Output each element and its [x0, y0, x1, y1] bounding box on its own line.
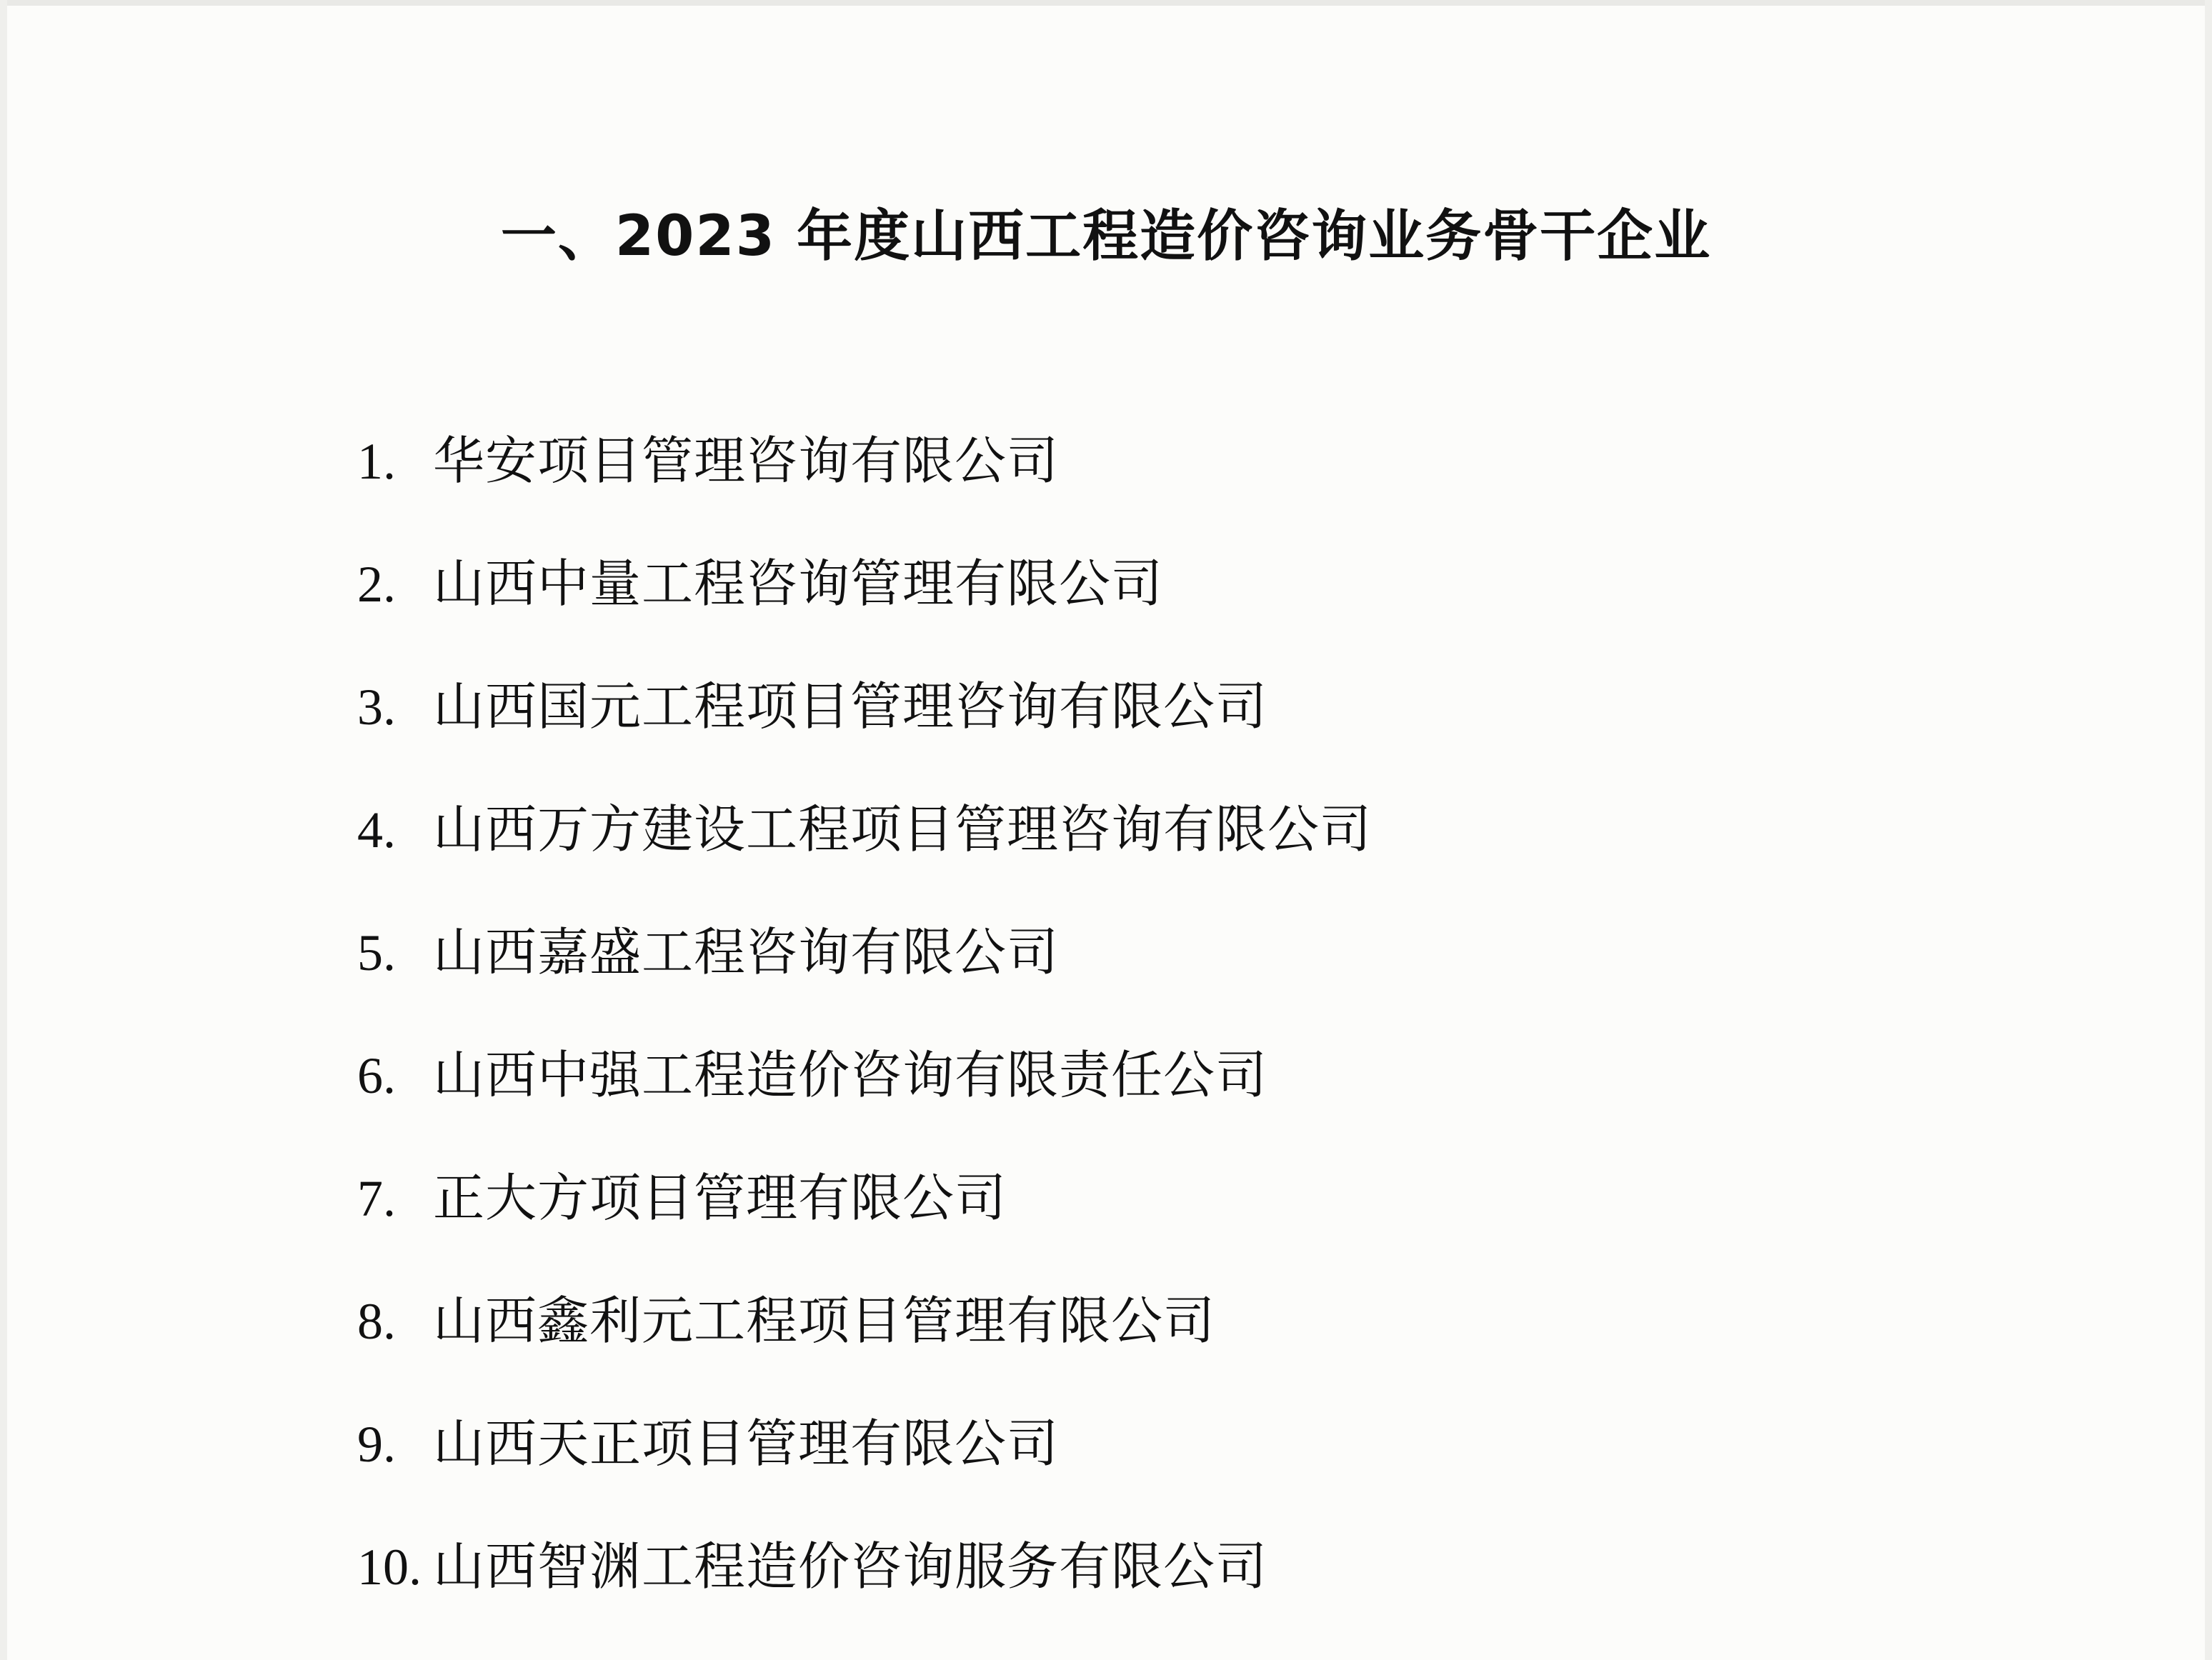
list-item-number: 10.: [357, 1539, 422, 1596]
list-item: [357, 1014, 2072, 1137]
list-item-number: 8.: [357, 1293, 396, 1350]
list-item-number: 9.: [357, 1416, 396, 1473]
list-item: [357, 891, 2072, 1014]
list-item-label: 山西中强工程造价咨询有限责任公司: [433, 1047, 1268, 1104]
list-item-number: 4.: [357, 801, 396, 859]
list-item: [357, 1260, 2072, 1383]
list-item: [357, 646, 2072, 769]
list-item-number: 6.: [357, 1047, 396, 1104]
list-item-label: 山西嘉盛工程咨询有限公司: [433, 924, 1060, 981]
page-edge-top: [0, 0, 2212, 6]
list-item-label: 山西智渊工程造价咨询服务有限公司: [433, 1539, 1268, 1596]
list-item: [357, 1137, 2072, 1260]
list-item-number: 3.: [357, 679, 396, 736]
list-item: [357, 523, 2072, 646]
list-item-label: 山西鑫利元工程项目管理有限公司: [433, 1293, 1216, 1350]
list-item: [357, 1506, 2072, 1629]
list-item: [357, 400, 2072, 523]
company-list: [357, 400, 2072, 1629]
list-item-number: 1.: [357, 433, 396, 490]
list-item: [357, 769, 2072, 891]
list-item-label: 山西万方建设工程项目管理咨询有限公司: [433, 801, 1372, 859]
list-item-label: 山西国元工程项目管理咨询有限公司: [433, 679, 1268, 736]
list-item: [357, 1383, 2072, 1506]
list-item-label: 山西中量工程咨询管理有限公司: [433, 556, 1164, 613]
list-item-number: 7.: [357, 1170, 396, 1227]
list-item-number: 5.: [357, 924, 396, 981]
list-item-number: 2.: [357, 556, 396, 613]
list-item-label: 正大方项目管理有限公司: [433, 1170, 1007, 1227]
list-item-label: 华安项目管理咨询有限公司: [433, 433, 1060, 490]
list-item-label: 山西天正项目管理有限公司: [433, 1416, 1060, 1473]
page-title: 一、2023 年度山西工程造价咨询业务骨干企业: [500, 204, 1712, 269]
